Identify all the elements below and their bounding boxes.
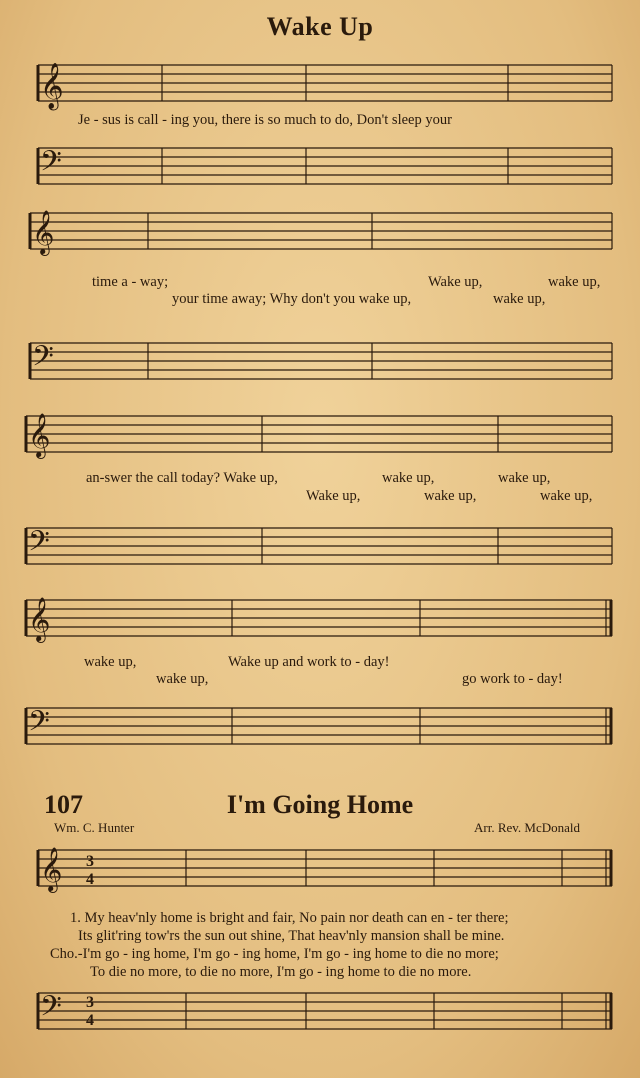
svg-text:4: 4 — [86, 871, 94, 888]
lyric-line-4d: go work to - day! — [462, 671, 563, 687]
svg-text:𝄞: 𝄞 — [28, 599, 51, 641]
hymn-number: 107 — [44, 790, 83, 819]
verse-line-1: 1. My heav'nly home is bright and fair, No pain nor death can en - ter there; — [70, 910, 509, 926]
lyric-line-2b: Wake up, — [428, 274, 483, 290]
svg-text:𝄞: 𝄞 — [28, 415, 51, 457]
lyric-line-3b: wake up, — [382, 470, 435, 486]
verse-line-4: To die no more, to die no more, I'm go - ing home to die no more. — [90, 964, 472, 980]
lyric-line-2d: your time away; Why don't you wake up, — [172, 291, 412, 307]
svg-text:𝄢: 𝄢 — [40, 147, 62, 184]
lyric-line-1: Je - sus is call - ing you, there is so much to do, Don't sleep your — [78, 112, 452, 128]
lyric-line-3d: Wake up, — [306, 488, 361, 504]
lyric-line-4c: wake up, — [156, 671, 209, 687]
arranger-credit: Arr. Rev. McDonald — [474, 820, 581, 835]
music-staff-treble-2 — [0, 205, 640, 265]
verse-line-3: Cho.-I'm go - ing home, I'm go - ing home, I'm go - ing home to die no more; — [50, 946, 499, 962]
svg-text:𝄢: 𝄢 — [28, 527, 50, 564]
lyric-line-2e: wake up, — [493, 291, 546, 307]
lyric-line-3e: wake up, — [424, 488, 477, 504]
lyric-line-2a: time a - way; — [92, 274, 169, 290]
svg-text:𝄢: 𝄢 — [40, 992, 62, 1029]
svg-text:3: 3 — [86, 994, 94, 1011]
lyric-line-3c: wake up, — [498, 470, 551, 486]
music-staff-bass-5 — [0, 985, 640, 1045]
music-staff-bass-4 — [0, 700, 640, 760]
svg-text:3: 3 — [86, 853, 94, 870]
music-staff-treble-5 — [0, 842, 640, 902]
lyric-line-4a: wake up, — [84, 654, 137, 670]
music-staff-bass-3 — [0, 520, 640, 580]
svg-text:𝄞: 𝄞 — [40, 849, 63, 891]
author-credit: Wm. C. Hunter — [54, 820, 135, 835]
music-staff-bass-2 — [0, 335, 640, 395]
music-staff-bass-1 — [0, 140, 640, 200]
music-staff-treble-4 — [0, 592, 640, 652]
svg-text:𝄞: 𝄞 — [40, 63, 64, 108]
song-title: Wake Up — [266, 12, 374, 41]
lyric-line-3a: an-swer the call today? Wake up, — [86, 470, 278, 486]
lyric-line-4b: Wake up and work to - day! — [228, 654, 390, 670]
verse-line-2: Its glit'ring tow'rs the sun out shine, That heav'nly mansion shall be mine. — [78, 928, 505, 944]
svg-text:𝄢: 𝄢 — [32, 342, 54, 379]
lyric-line-3f: wake up, — [540, 488, 593, 504]
svg-text:4: 4 — [86, 1012, 94, 1029]
svg-text:𝄞: 𝄞 — [32, 212, 55, 254]
svg-text:𝄢: 𝄢 — [28, 707, 50, 744]
lyric-line-2c: wake up, — [548, 274, 601, 290]
music-staff-treble-3 — [0, 408, 640, 468]
hymn-title: I'm Going Home — [226, 790, 414, 819]
